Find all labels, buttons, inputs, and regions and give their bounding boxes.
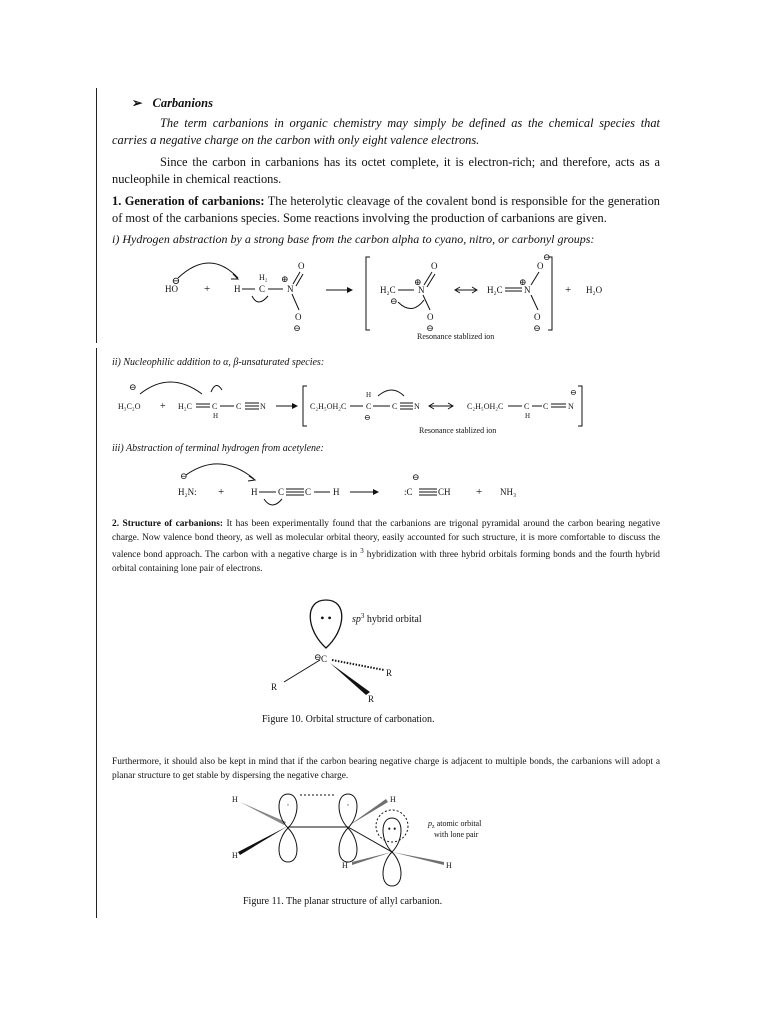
carbanion-charge: ⊖ xyxy=(390,296,398,306)
hydroxide-charge: ⊖ xyxy=(171,276,181,287)
n-plus-2: ⊕ xyxy=(519,277,527,287)
h-label-top-left: H xyxy=(232,795,238,804)
o-label-2: O xyxy=(431,261,438,271)
h2-label: H₂ xyxy=(259,273,268,282)
n-charge-r2: ⊖ xyxy=(570,388,577,397)
structure-label: 2. Structure of carbanions: xyxy=(112,519,223,529)
ch-label-r3: CH xyxy=(438,487,451,497)
plus-sign-5: + xyxy=(476,486,483,498)
structure-paragraph xyxy=(112,518,660,576)
c-label: C xyxy=(259,284,266,294)
cn-c-label: C xyxy=(236,402,242,411)
o-label-top: O xyxy=(298,261,305,271)
h2c-label: H₂C xyxy=(380,285,396,295)
structure-text-2: hybridization with three hybrid orbitals forming bonds and the fourth hybrid orbital containing lone pair of electrons. xyxy=(112,550,660,574)
ho-label: HO xyxy=(165,284,178,294)
o-label-3: O xyxy=(427,312,434,322)
carbon-label: C xyxy=(321,654,328,664)
r-label-wedge: R xyxy=(368,694,375,704)
o-charge-2: ⊖ xyxy=(426,323,434,333)
o-label-5: O xyxy=(534,312,541,322)
generation-paragraph xyxy=(112,193,660,227)
n-label-2: N xyxy=(418,285,425,295)
c-label-r3b: C xyxy=(305,487,312,497)
o-charge-4: ⊖ xyxy=(533,323,541,333)
definition-paragraph: The term carbanions in organic chemistry may simply be defined as the chemical species that carries a negative charge on the carbon with only eight valence electrons. xyxy=(112,116,660,147)
carbon-charge: ⊖ xyxy=(314,652,322,662)
h-label-bottom-right: H xyxy=(446,861,452,870)
c-label-r2e: C xyxy=(543,402,549,411)
svg-text:• •: • • xyxy=(387,824,397,834)
h-label-r2c: H xyxy=(525,412,531,420)
reaction-2-title: ii) Nucleophilic addition to α, β-unsaturated species: xyxy=(112,357,325,368)
n-label: N xyxy=(287,284,294,294)
plus-sign: + xyxy=(204,283,211,295)
resonance-label-1: Resonance stablized ion xyxy=(417,332,495,341)
pz-label: $p_z$ atomic orbital xyxy=(428,819,482,830)
reaction-1-scheme xyxy=(0,250,768,350)
c-label-r3c: :C xyxy=(404,487,413,497)
c-label-r2b: C xyxy=(366,402,372,411)
reaction-3-scheme xyxy=(0,455,768,505)
resonance-label-2: Resonance stablized ion xyxy=(419,426,497,435)
h-label: H xyxy=(234,284,241,294)
h-label-bottom-mid: H xyxy=(342,861,348,870)
plus-sign-4: + xyxy=(218,486,225,498)
h2n-label: H₂N: xyxy=(178,487,197,497)
h2c-label-2: H₂C xyxy=(487,285,503,295)
h-label-bottom-left: H xyxy=(232,851,238,860)
figure-10-orbital xyxy=(0,596,768,706)
h-label-top-right: H xyxy=(390,795,396,804)
c-label-r2d: C xyxy=(524,402,530,411)
figure-10-caption: Figure 10. Orbital structure of carbonation. xyxy=(262,714,435,725)
c-label-r3a: C xyxy=(278,487,285,497)
svg-text:·: · xyxy=(286,800,290,810)
lone-pair-dots: • • xyxy=(320,611,332,625)
n-plus: ⊕ xyxy=(414,277,422,287)
svg-text:·: · xyxy=(346,800,350,810)
heading-title: Carbanions xyxy=(152,96,213,110)
h-label-r2: H xyxy=(213,412,219,420)
n-label-3: N xyxy=(524,285,531,295)
planar-paragraph: Furthermore, it should also be kept in mind that if the carbon bearing negative charge is adjacent to multiple bonds, the carbanions will adopt a planar structure to get stable by dispersing the negative charge. xyxy=(112,757,660,781)
carbanion-charge-r2: ⊖ xyxy=(364,413,371,422)
o-charge-3: ⊖ xyxy=(543,252,551,262)
c-label-r2: C xyxy=(212,402,218,411)
figure-11-allyl xyxy=(0,790,768,890)
structure-sup: 3 xyxy=(360,547,364,555)
nucleophile-paragraph: Since the carbon in carbanions has its octet complete, it is electron-rich; and therefore, acts as a nucleophile in chemical reactions. xyxy=(112,155,660,186)
arrow-bullet-icon: ➢ xyxy=(132,96,143,110)
nitrogen-charge: ⊕ xyxy=(281,274,289,284)
lone-pair-label: with lone pair xyxy=(434,830,479,839)
ethyl-label: C₂H₅OH₂C xyxy=(310,402,347,411)
section-heading xyxy=(132,95,213,111)
h2c-label-r2: H₂C xyxy=(178,402,192,411)
c-label-r2c: C xyxy=(392,402,398,411)
plus-sign-3: + xyxy=(160,401,166,412)
ethyl-label-2: C₂H₅OH₂C xyxy=(467,402,504,411)
h-label-r2b: H xyxy=(366,391,372,399)
amide-charge: ⊖ xyxy=(180,471,188,481)
h-label-r3b: H xyxy=(333,487,340,497)
generation-label: 1. Generation of carbanions: xyxy=(112,194,265,208)
water-label: H₂O xyxy=(586,285,603,295)
nh3-label: NH₃ xyxy=(500,487,517,497)
o-label-bottom: O xyxy=(295,312,302,322)
acetylide-charge: ⊖ xyxy=(412,472,420,482)
generation-text: The heterolytic cleavage of the covalent bond is responsible for the generation of most of the carbanions species. Some reactions involving the production of carbanions are given. xyxy=(112,194,660,225)
structure-text-1: It has been experimentally found that the carbanions are trigonal pyramidal around the carbon bearing negative charge. Now valence bond theory, as well as molecular orbital theory, easily accounted for such structure, it is more comfortable to discuss the valence bond approach. The carbon with a negative charge is in xyxy=(112,519,660,561)
oxygen-charge: ⊖ xyxy=(293,323,301,333)
o-label-4: O xyxy=(537,261,544,271)
reaction-2-scheme xyxy=(0,370,768,440)
plus-sign-2: + xyxy=(565,284,572,296)
n-label-r2b: N xyxy=(414,402,420,411)
h-label-r3: H xyxy=(251,487,258,497)
figure-11-caption: Figure 11. The planar structure of allyl carbanion. xyxy=(243,896,443,907)
orbital-label: $sp^3$ hybrid orbital xyxy=(352,612,422,625)
cn-n-label: N xyxy=(260,402,266,411)
r-label-left: R xyxy=(271,682,278,692)
ethoxide-charge: ⊖ xyxy=(129,382,137,392)
n-label-r2c: N xyxy=(568,402,574,411)
reaction-3-title: iii) Abstraction of terminal hydrogen from acetylene: xyxy=(112,443,324,454)
r-label-hashed: R xyxy=(386,668,393,678)
h3c2o-label: H₃C₂O xyxy=(118,402,141,411)
reaction-1-title: i) Hydrogen abstraction by a strong base from the carbon alpha to cyano, nitro, or carbonyl groups: xyxy=(112,232,595,246)
